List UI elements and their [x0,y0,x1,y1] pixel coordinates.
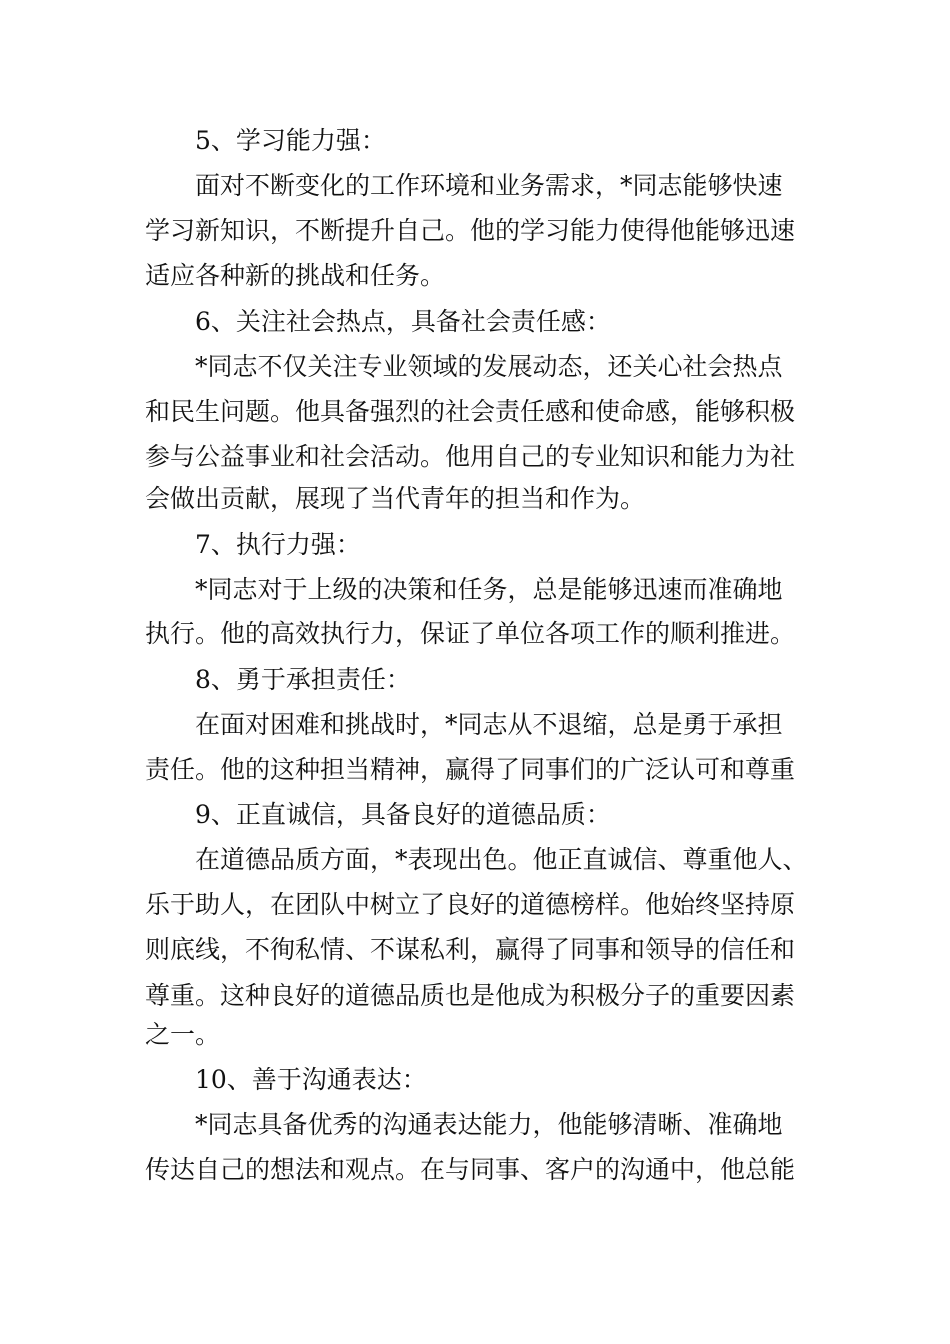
paragraph-line: 执行。他的高效执行力，保证了单位各项工作的顺利推进。 [145,619,796,648]
paragraph-line: 参与公益事业和社会活动。他用自己的专业知识和能力为社 [145,442,796,471]
paragraph-line: 和民生问题。他具备强烈的社会责任感和使命感，能够积极 [145,397,796,426]
section-heading: 5、学习能力强： [195,126,386,155]
paragraph-line: *同志不仅关注专业领域的发展动态，还关心社会热点 [195,352,783,381]
section-heading: 9、正直诚信，具备良好的道德品质： [195,800,611,829]
paragraph-line: 责任。他的这种担当精神，赢得了同事们的广泛认可和尊重 [145,755,796,784]
paragraph-line: 学习新知识，不断提升自己。他的学习能力使得他能够迅速 [145,216,796,245]
paragraph-line: 尊重。这种良好的道德品质也是他成为积极分子的重要因素 [145,981,796,1010]
paragraph-line: 适应各种新的挑战和任务。 [145,261,446,290]
paragraph-line: 会做出贡献，展现了当代青年的担当和作为。 [145,484,646,513]
paragraph-line: *同志对于上级的决策和任务，总是能够迅速而准确地 [195,575,783,604]
section-heading: 6、关注社会热点，具备社会责任感： [195,307,611,336]
section-heading: 10、善于沟通表达： [195,1065,427,1094]
paragraph-line: 传达自己的想法和观点。在与同事、客户的沟通中，他总能 [145,1155,796,1184]
section-heading: 8、勇于承担责任： [195,665,411,694]
paragraph-line: 则底线，不徇私情、不谋私利，赢得了同事和领导的信任和 [145,935,796,964]
paragraph-line: 乐于助人，在团队中树立了良好的道德榜样。他始终坚持原 [145,890,796,919]
section-heading: 7、执行力强： [195,530,361,559]
paragraph-line: *同志具备优秀的沟通表达能力，他能够清晰、准确地 [195,1110,783,1139]
paragraph-line: 在道德品质方面，*表现出色。他正直诚信、尊重他人、 [195,845,808,874]
paragraph-line: 之一。 [145,1020,221,1049]
paragraph-line: 面对不断变化的工作环境和业务需求，*同志能够快速 [195,171,783,200]
paragraph-line: 在面对困难和挑战时，*同志从不退缩，总是勇于承担 [195,710,783,739]
